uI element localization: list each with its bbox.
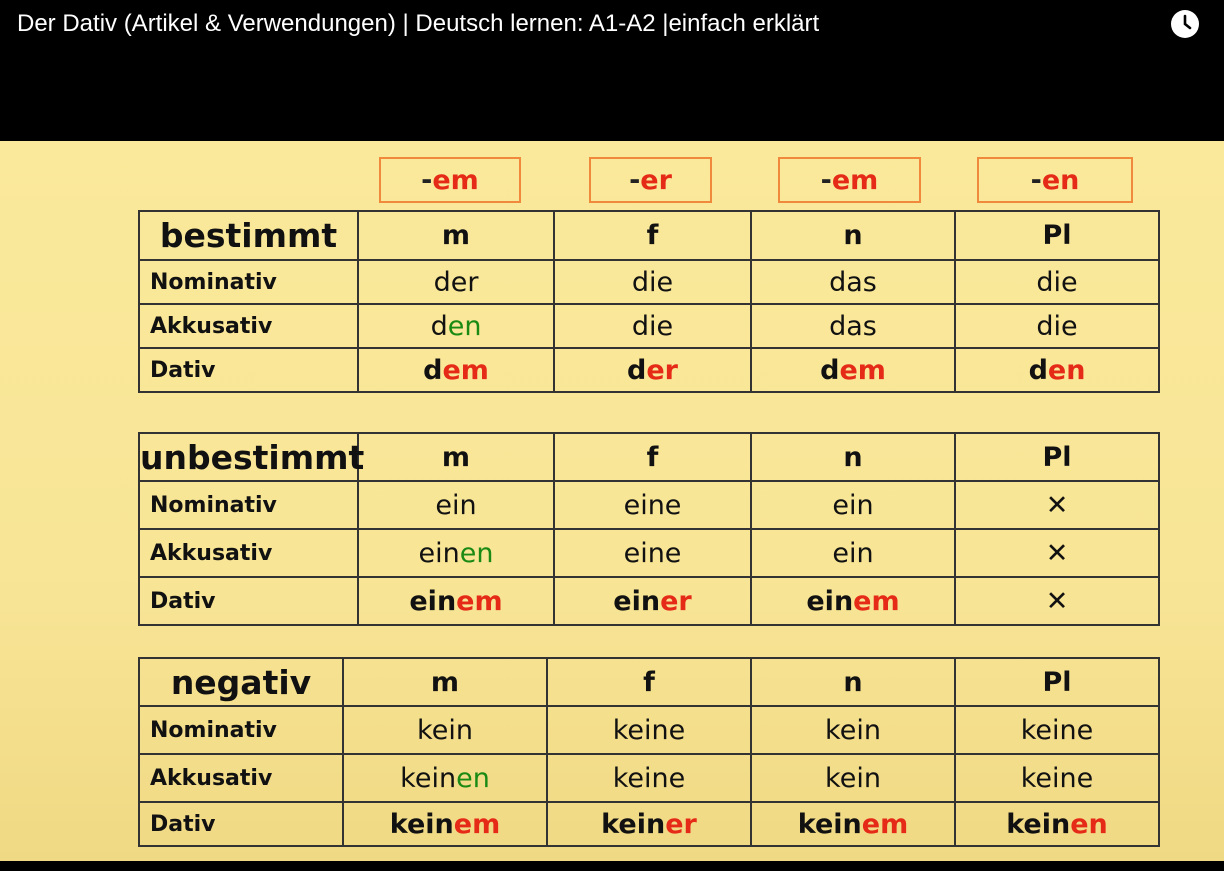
cell: einem <box>358 577 554 625</box>
table-row-nominativ <box>139 481 1159 529</box>
row-label: Nominativ <box>139 706 343 754</box>
gender-n: n <box>751 658 955 706</box>
cell: ein <box>751 529 955 577</box>
table-row-dativ <box>139 348 1159 392</box>
table-row-nominativ <box>139 706 1159 754</box>
cell: einen <box>358 529 554 577</box>
video-top-bar <box>0 0 1224 141</box>
cell: ein <box>358 481 554 529</box>
cell: ein <box>751 481 955 529</box>
table-header-row <box>139 658 1159 706</box>
cell: kein <box>751 706 955 754</box>
cell: kein <box>751 754 955 802</box>
row-label: Akkusativ <box>139 754 343 802</box>
gender-n: n <box>751 211 955 260</box>
cell: den <box>955 348 1159 392</box>
ending-box-f: - er <box>589 157 712 203</box>
table-row-dativ <box>139 577 1159 625</box>
cross-icon: ✕ <box>955 529 1159 577</box>
clock-icon[interactable] <box>1170 9 1200 39</box>
table-row-nominativ <box>139 260 1159 304</box>
cell: keine <box>547 706 751 754</box>
cell: das <box>751 260 955 304</box>
cross-icon: ✕ <box>955 577 1159 625</box>
gender-pl: Pl <box>955 658 1159 706</box>
cell: dem <box>358 348 554 392</box>
table-row-akkusativ <box>139 304 1159 348</box>
gender-n: n <box>751 433 955 481</box>
gender-f: f <box>547 658 751 706</box>
cell: das <box>751 304 955 348</box>
cell: dem <box>751 348 955 392</box>
video-bottom-bar <box>0 861 1224 871</box>
row-label: Dativ <box>139 802 343 846</box>
cross-icon: ✕ <box>955 481 1159 529</box>
table-unbestimmt <box>138 432 1160 626</box>
cell: eine <box>554 529 751 577</box>
gender-f: f <box>554 433 751 481</box>
ending-box-m: - em <box>379 157 521 203</box>
cell: die <box>955 260 1159 304</box>
ending-box-n: - em <box>778 157 921 203</box>
row-label: Nominativ <box>139 260 358 304</box>
row-label: Akkusativ <box>139 529 358 577</box>
row-label: Dativ <box>139 577 358 625</box>
cell: die <box>554 304 751 348</box>
table-header-row <box>139 433 1159 481</box>
gender-pl: Pl <box>955 433 1159 481</box>
cell: keiner <box>547 802 751 846</box>
cell: die <box>554 260 751 304</box>
cell: die <box>955 304 1159 348</box>
table-row-akkusativ <box>139 754 1159 802</box>
table-header-row <box>139 211 1159 260</box>
gender-pl: Pl <box>955 211 1159 260</box>
row-label: Akkusativ <box>139 304 358 348</box>
gender-m: m <box>343 658 547 706</box>
cell: eine <box>554 481 751 529</box>
cell: keinem <box>751 802 955 846</box>
slide-area <box>0 141 1224 861</box>
cell: kein <box>343 706 547 754</box>
gender-m: m <box>358 433 554 481</box>
gender-m: m <box>358 211 554 260</box>
row-label: Dativ <box>139 348 358 392</box>
table-row-akkusativ <box>139 529 1159 577</box>
table-title: unbestimmt <box>139 433 358 481</box>
table-negativ <box>138 657 1160 847</box>
cell: einer <box>554 577 751 625</box>
cell: keinen <box>955 802 1159 846</box>
table-bestimmt <box>138 210 1160 393</box>
cell: keinen <box>343 754 547 802</box>
table-title: negativ <box>139 658 343 706</box>
cell: der <box>554 348 751 392</box>
cell: keinem <box>343 802 547 846</box>
gender-f: f <box>554 211 751 260</box>
table-title: bestimmt <box>139 211 358 260</box>
cell: keine <box>547 754 751 802</box>
cell: einem <box>751 577 955 625</box>
table-row-dativ <box>139 802 1159 846</box>
cell: den <box>358 304 554 348</box>
cell: keine <box>955 706 1159 754</box>
cell: der <box>358 260 554 304</box>
row-label: Nominativ <box>139 481 358 529</box>
video-title[interactable]: Der Dativ (Artikel & Verwendungen) | Deutsch lernen: A1-A2 |einfach erklärt <box>17 10 820 37</box>
cell: keine <box>955 754 1159 802</box>
ending-box-pl: - en <box>977 157 1133 203</box>
